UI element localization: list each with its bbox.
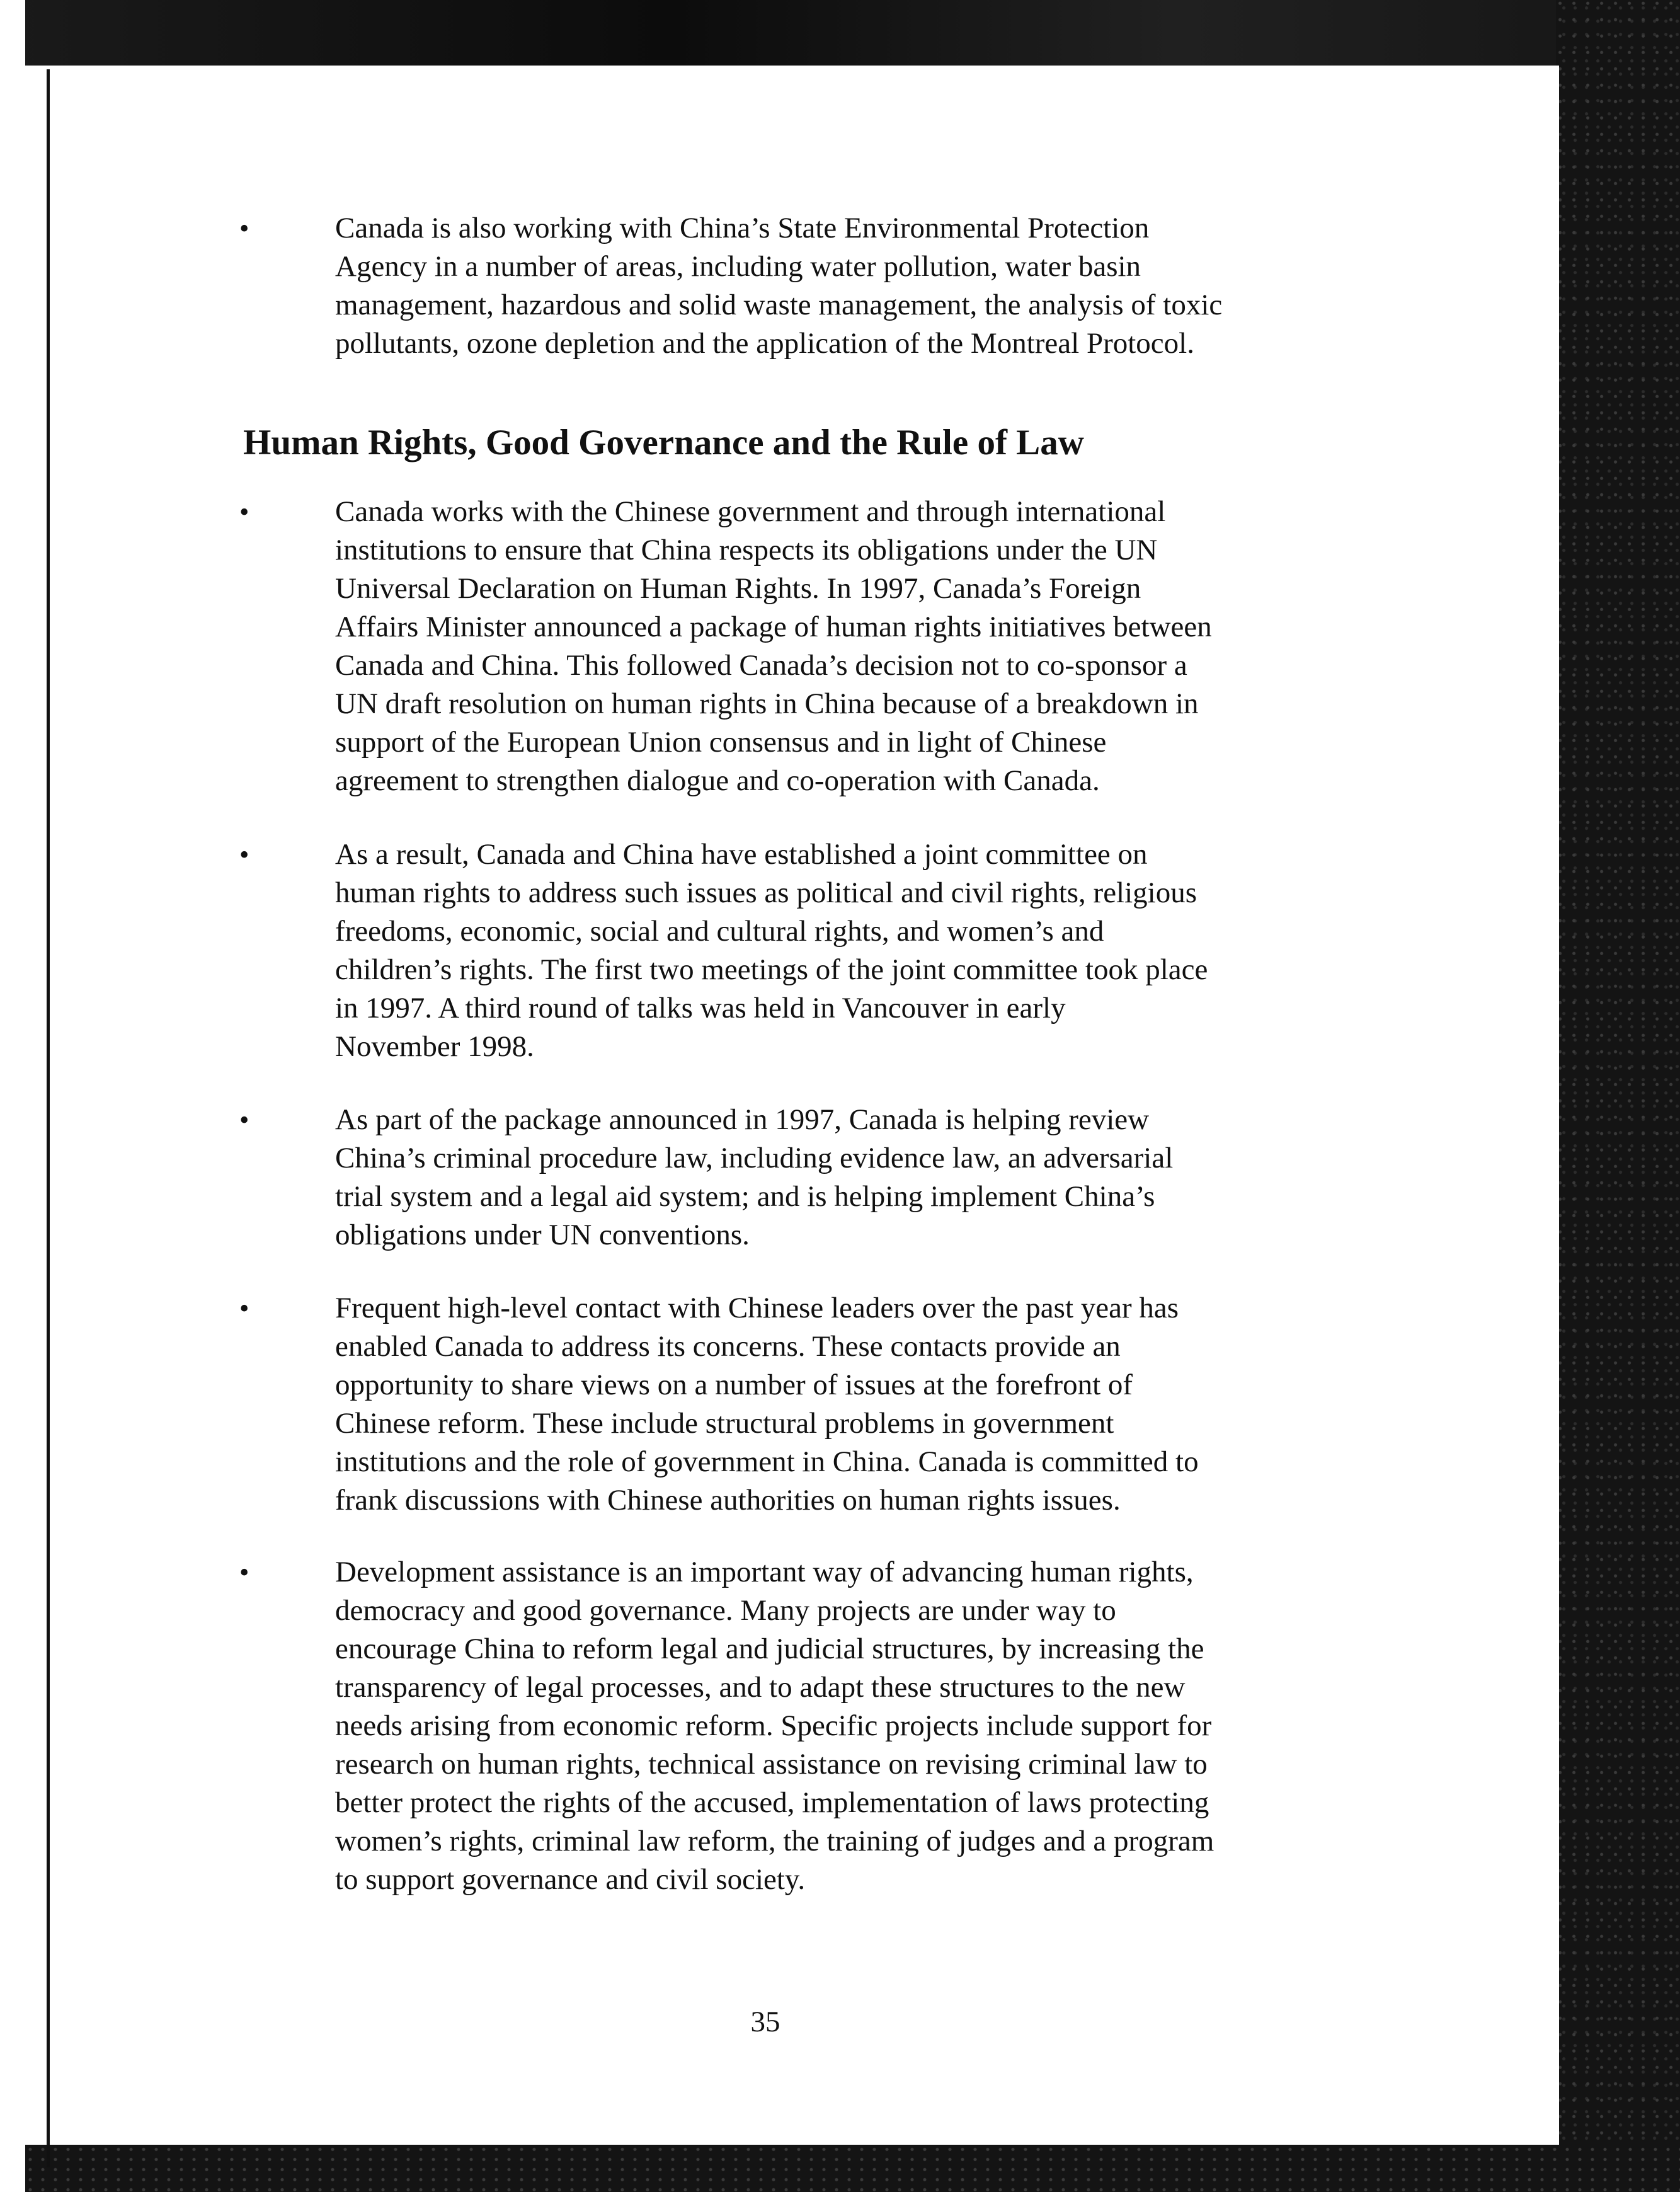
bullet-marker: •	[239, 213, 249, 244]
bullet-marker: •	[239, 839, 249, 870]
scan-border-right	[1556, 0, 1680, 2192]
list-item-text: As a result, Canada and China have established a joint committee on human rights to address such issues as political and civil rights, religious freedoms, economic, social and cultural rights, and women’s and children’s rights. The first two meetings of the joint committee took place in 1997. A third round of talks was held in Vancouver in early November 1998.	[335, 838, 1208, 1063]
scan-border-top	[0, 0, 1680, 69]
page-content	[0, 66, 1559, 2145]
page-number: 35	[750, 2006, 780, 2038]
list-item-text: Frequent high-level contact with Chinese leaders over the past year has enabled Canada to address its concerns. These contacts provide an opportunity to share views on a number of issues at the forefront of Chinese reform. These include structural problems in government institutions and the role of government in China. Canada is committed to frank discussions with Chinese authorities on human rights issues.	[335, 1292, 1199, 1517]
left-margin-rule	[47, 69, 50, 2167]
list-item-text: Canada is also working with China’s State Environmental Protection Agency in a number of areas, including water pollution, water basin management, hazardous and solid waste management, the analysis of toxic pollutants, ozone depletion and the application of the Montreal Protocol.	[335, 212, 1223, 360]
bullet-marker: •	[239, 1105, 249, 1135]
document-page	[0, 66, 1559, 2145]
bullet-marker: •	[239, 1557, 249, 1588]
scan-border-bottom	[0, 2145, 1680, 2192]
list-item-text: As part of the package announced in 1997, Canada is helping review China’s criminal procedure law, including evidence law, an adversarial trial system and a legal aid system; and is helping implement China’s obligations under UN conventions.	[335, 1103, 1174, 1251]
section-heading: Human Rights, Good Governance and the Rule of Law	[243, 423, 1084, 462]
bullet-marker: •	[239, 496, 249, 527]
bullet-marker: •	[239, 1293, 249, 1324]
list-item-text: Canada works with the Chinese government and through international institutions to ensure that China respects its obligations under the UN Universal Declaration on Human Rights. In 1997, Canada’s Foreign Affairs Minister announced a package of human rights initiatives between Canada and China. This followed Canada’s decision not to co-sponsor a UN draft resolution on human rights in China because of a breakdown in support of the European Union consensus and in light of Chinese agreement to strengthen dialogue and co-operation with Canada.	[335, 495, 1212, 797]
list-item-text: Development assistance is an important way of advancing human rights, democracy and good governance. Many projects are under way to encourage China to reform legal and judicial structures, by increasing the transparency of legal processes, and to adapt these structures to the new needs arising from economic reform. Specific projects include support for research on human rights, technical assistance on revising criminal law to better protect the rights of the accused, implementation of laws protecting women’s rights, criminal law reform, the training of judges and a program to support governance and civil society.	[335, 1556, 1214, 1896]
